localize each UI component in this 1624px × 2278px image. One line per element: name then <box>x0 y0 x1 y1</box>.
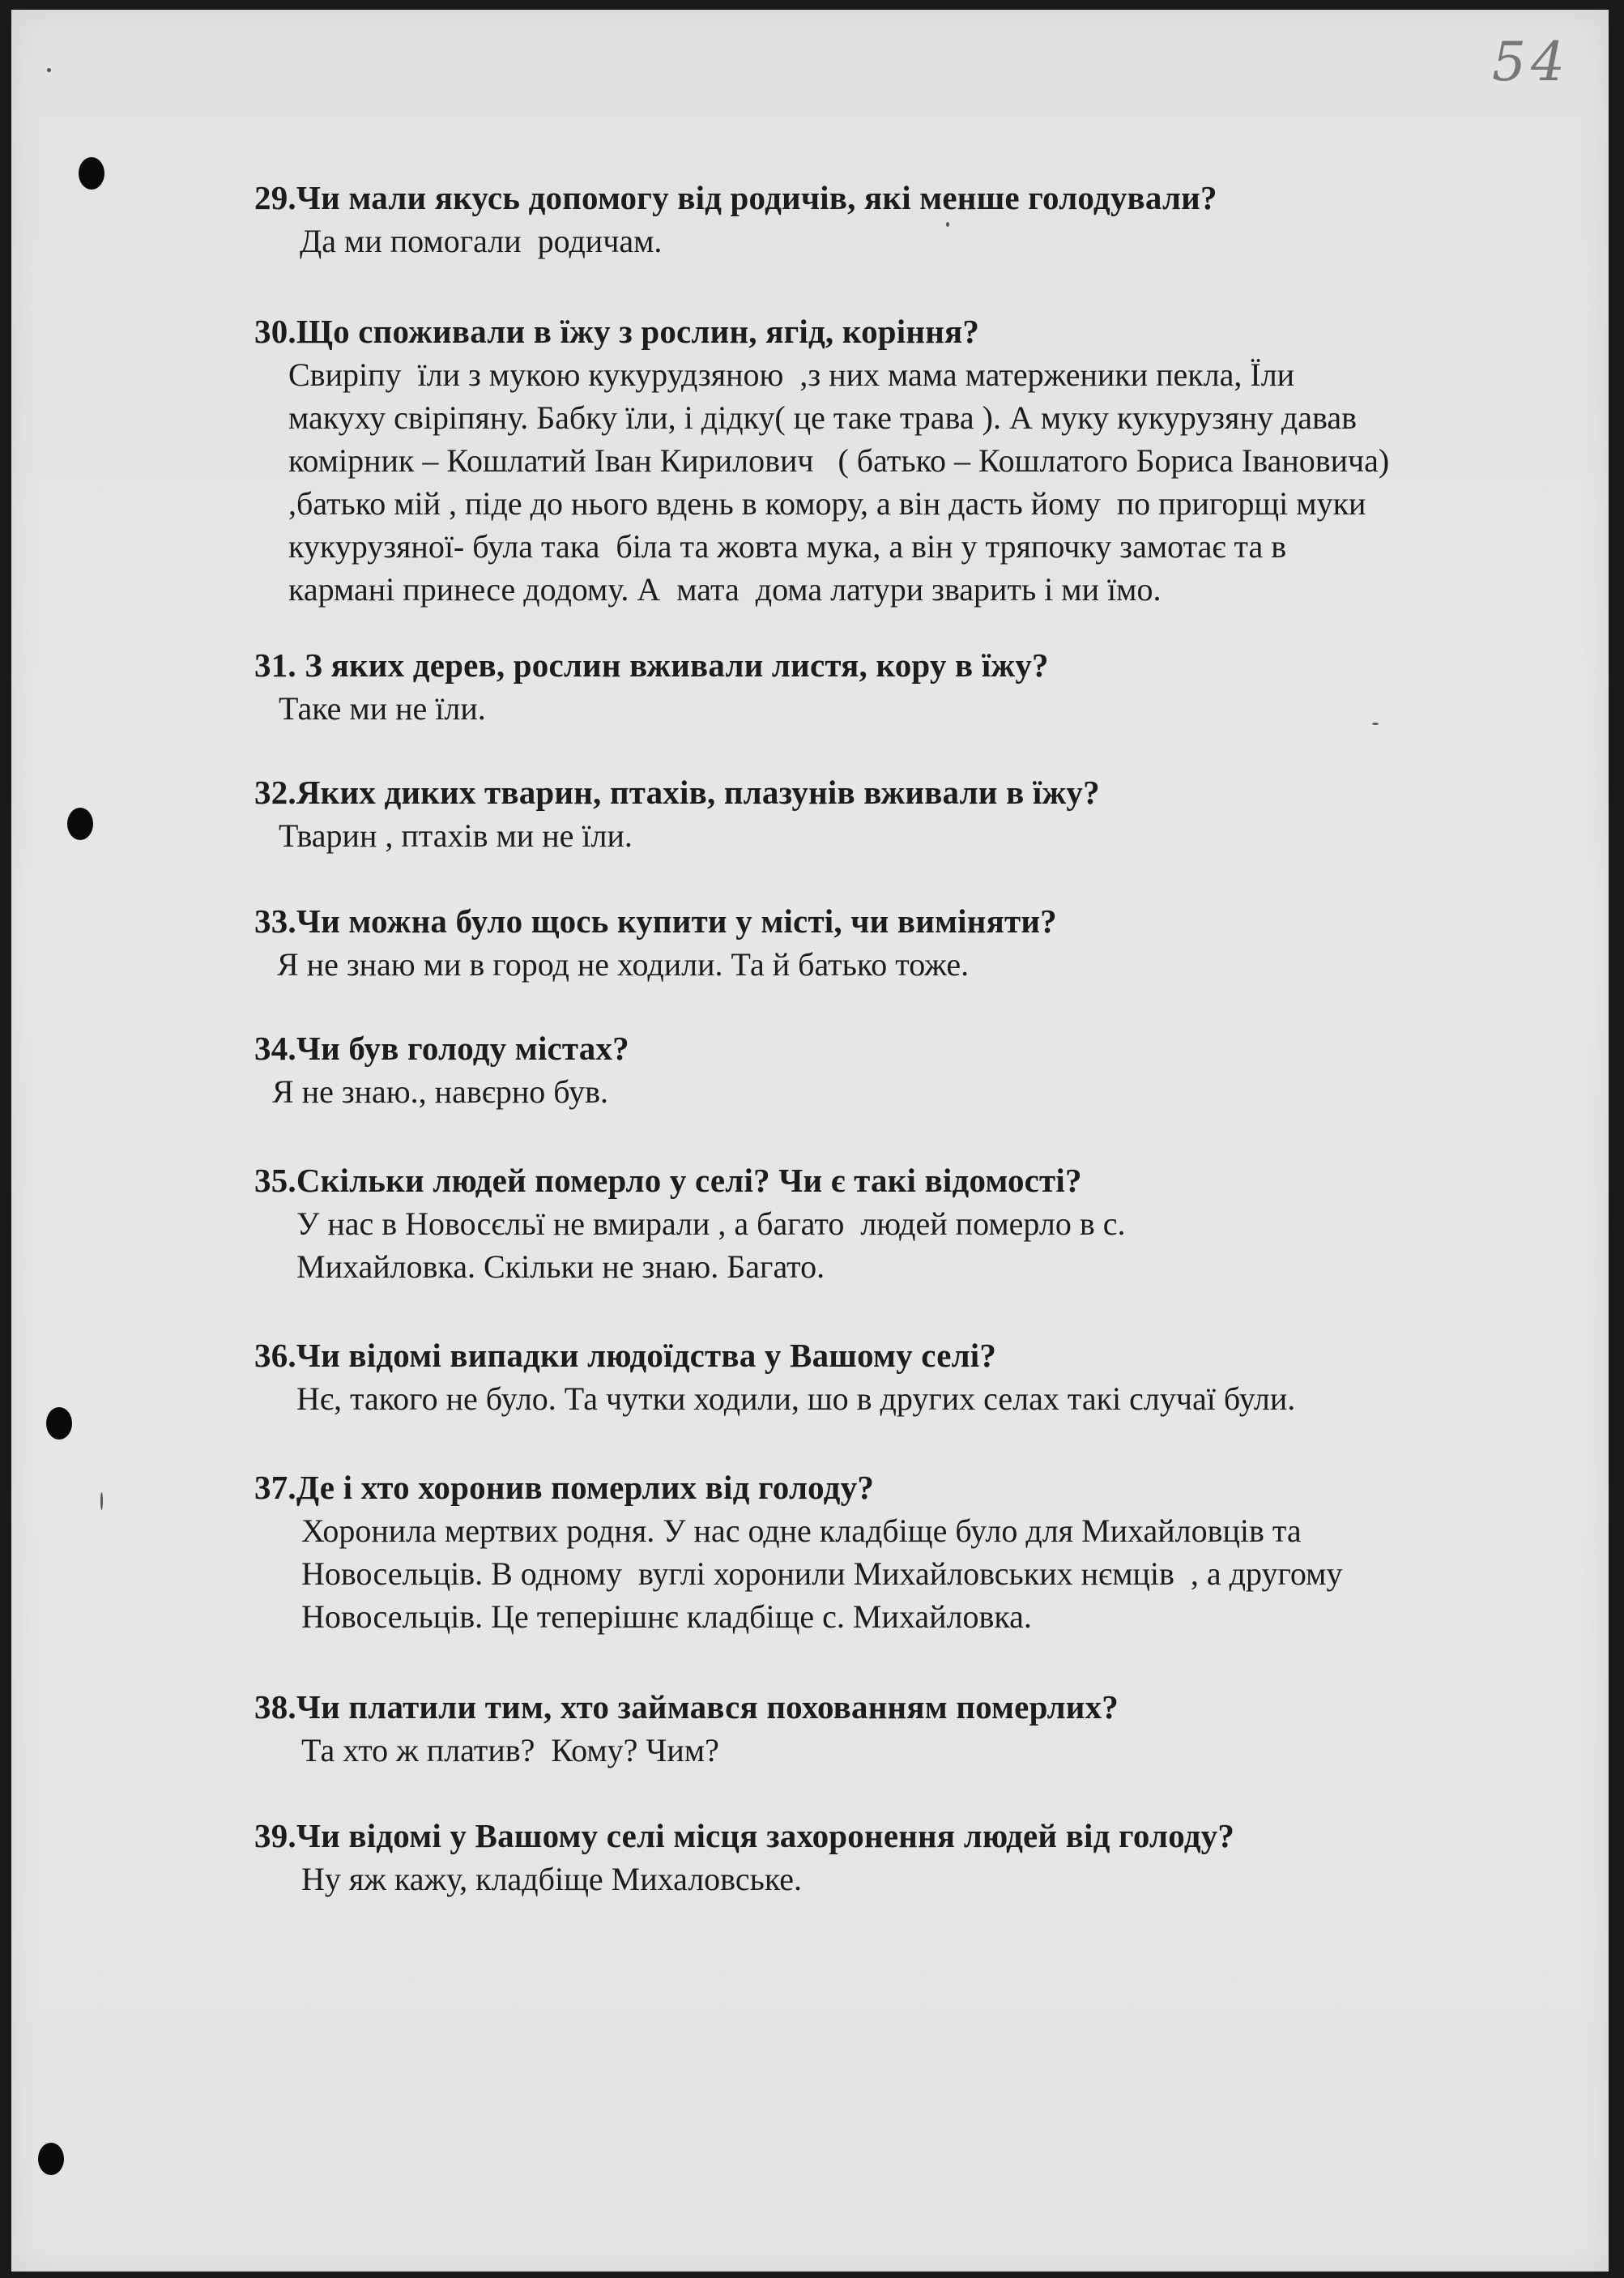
question-39: 39.Чи відомі у Вашому селі місця захоронення людей від голоду? <box>254 1817 1235 1854</box>
answer-34: Я не знаю., навєрно був. <box>272 1073 609 1110</box>
answer-30: Свиріпу їли з мукою кукурудзяною ,з них мама матерженики пекла, Їли макуху свіріпяну. Бабку їли, і дідку( це таке трава ). А муку кукурузяну давав комірник – Кошлатий Іван Кирилович ( батько – Кошлатого Бориса Івановича) ,батько мій , піде до нього вдень в комору, а він дасть йому по пригорщі муки кукурузяної- була така біла та жовта мука, а він у тряпочку замотає та в кармані принесе додому. А мата дома латури зварить і ми їмо. <box>288 356 1398 608</box>
dust-speck <box>100 1492 103 1510</box>
qa-item-33 <box>254 899 1421 986</box>
question-34: 34.Чи був голоду містах? <box>254 1030 629 1067</box>
punch-hole <box>46 1407 72 1440</box>
qa-item-31 <box>254 643 1421 730</box>
answer-32: Тварин , птахів ми не їли. <box>279 817 633 854</box>
answer-39: Ну яж кажу, кладбіще Михаловське. <box>301 1861 803 1897</box>
punch-hole <box>38 2143 64 2175</box>
answer-29: Да ми помогали родичам. <box>300 223 663 259</box>
question-37: 37.Де і хто хоронив померлих від голоду? <box>254 1469 875 1506</box>
question-32: 32.Яких диких тварин, птахів, плазунів вживали в їжу? <box>254 774 1100 811</box>
question-36: 36.Чи відомі випадки людоїдства у Вашому селі? <box>254 1337 997 1374</box>
questionnaire <box>254 176 1421 1900</box>
qa-item-29 <box>254 176 1421 262</box>
answer-38: Та хто ж платив? Кому? Чим? <box>301 1732 719 1768</box>
question-29: 29.Чи мали якусь допомогу від родичів, які менше голодували? <box>254 179 1217 216</box>
qa-item-35 <box>254 1158 1421 1288</box>
question-33: 33.Чи можна було щось купити у місті, чи виміняти? <box>254 902 1057 940</box>
question-38: 38.Чи платили тим, хто займався похованням померлих? <box>254 1688 1119 1726</box>
handwritten-page-number: 54 <box>1492 31 1570 93</box>
answer-37: Хоронила мертвих родня. У нас одне кладбіще було для Михайловців та Новосельців. В одному вуглі хоронили Михайловських нємців , а другому Новосельців. Це теперішнє кладбіще с. Михайловка. <box>301 1512 1351 1635</box>
dust-speck <box>47 68 51 72</box>
punch-hole <box>79 157 104 190</box>
answer-31: Таке ми не їли. <box>279 690 486 727</box>
qa-item-34 <box>254 1026 1421 1113</box>
qa-item-30 <box>254 309 1421 611</box>
question-30: 30.Що споживали в їжу з рослин, ягід, коріння? <box>254 313 980 350</box>
qa-item-36 <box>254 1333 1421 1420</box>
qa-item-32 <box>254 770 1421 857</box>
answer-36: Нє, такого не було. Та чутки ходили, шо в других селах такі случаї були. <box>296 1380 1296 1417</box>
answer-35: У нас в Новосєльї не вмирали , а багато людей померло в с. Михайловка. Скільки не знаю. Багато. <box>296 1205 1134 1285</box>
qa-item-39 <box>254 1814 1421 1900</box>
qa-item-37 <box>254 1465 1421 1638</box>
document-page <box>11 10 1609 2272</box>
answer-33: Я не знаю ми в город не ходили. Та й батько тоже. <box>277 946 970 983</box>
punch-hole <box>67 808 93 840</box>
question-31: 31. З яких дерев, рослин вживали листя, кору в їжу? <box>254 646 1049 684</box>
qa-item-38 <box>254 1685 1421 1772</box>
question-35: 35.Скільки людей померло у селі? Чи є такі відомості? <box>254 1162 1082 1199</box>
